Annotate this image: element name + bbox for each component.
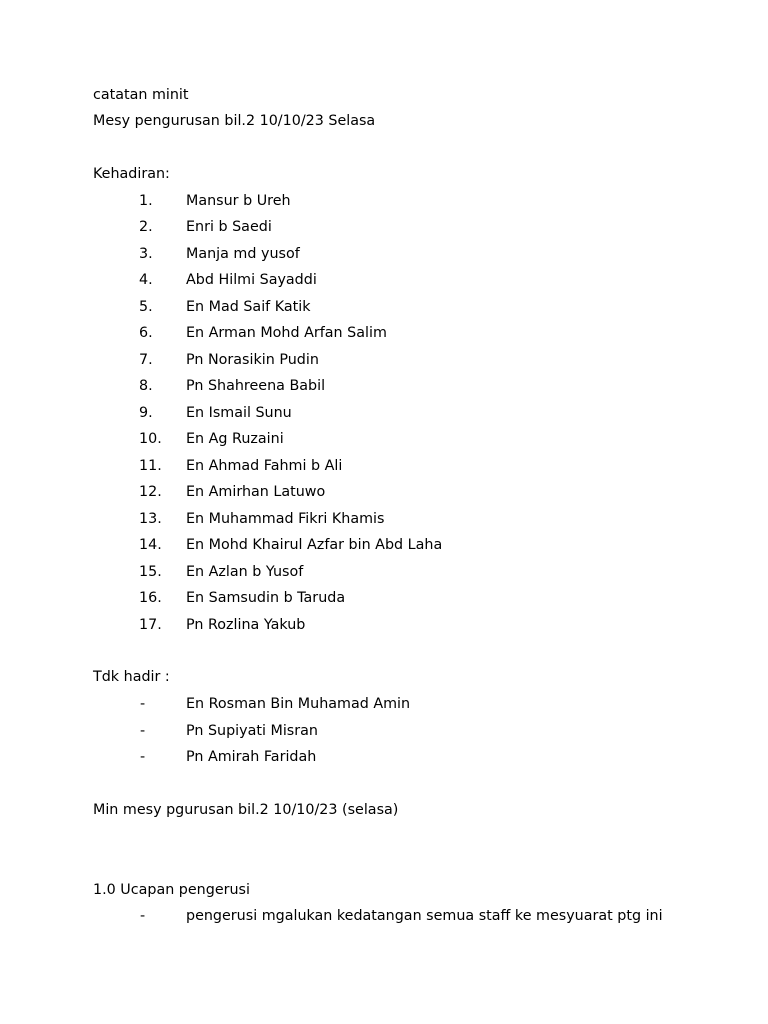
attendee-name: En Mad Saif Katik bbox=[186, 299, 311, 315]
bullet-dash: - bbox=[140, 908, 146, 924]
list-item bbox=[0, 323, 768, 343]
list-item bbox=[0, 906, 768, 926]
list-number: 5. bbox=[139, 299, 153, 315]
list-item bbox=[0, 297, 768, 317]
attendee-name: En Muhammad Fikri Khamis bbox=[186, 511, 385, 527]
attendee-name: Manja md yusof bbox=[186, 246, 300, 262]
list-number: 1. bbox=[139, 193, 153, 209]
list-item bbox=[0, 456, 768, 476]
list-item bbox=[0, 270, 768, 290]
list-number: 8. bbox=[139, 378, 153, 394]
attendee-name: En Azlan b Yusof bbox=[186, 564, 304, 580]
minutes-title: Min mesy pgurusan bil.2 10/10/23 (selasa) bbox=[93, 802, 399, 818]
attendee-name: Abd Hilmi Sayaddi bbox=[186, 272, 317, 288]
document-title: catatan minit bbox=[93, 87, 189, 103]
list-number: 12. bbox=[139, 484, 162, 500]
list-item bbox=[0, 429, 768, 449]
attendee-name: Pn Norasikin Pudin bbox=[186, 352, 319, 368]
list-item bbox=[0, 191, 768, 211]
list-number: 13. bbox=[139, 511, 162, 527]
bullet-dash: - bbox=[140, 723, 146, 739]
list-number: 10. bbox=[139, 431, 162, 447]
attendee-name: En Ismail Sunu bbox=[186, 405, 292, 421]
list-number: 11. bbox=[139, 458, 162, 474]
attendee-name: En Amirhan Latuwo bbox=[186, 484, 326, 500]
absentee-name: Pn Supiyati Misran bbox=[186, 723, 318, 739]
list-item bbox=[0, 509, 768, 529]
absentee-name: En Rosman Bin Muhamad Amin bbox=[186, 696, 411, 712]
list-number: 3. bbox=[139, 246, 153, 262]
list-number: 15. bbox=[139, 564, 162, 580]
bullet-dash: - bbox=[140, 696, 146, 712]
attendee-name: Pn Shahreena Babil bbox=[186, 378, 326, 394]
list-number: 14. bbox=[139, 537, 162, 553]
list-number: 17. bbox=[139, 617, 162, 633]
list-item bbox=[0, 217, 768, 237]
attendee-name: Mansur b Ureh bbox=[186, 193, 291, 209]
list-item bbox=[0, 376, 768, 396]
list-item bbox=[0, 588, 768, 608]
attendee-name: Pn Rozlina Yakub bbox=[186, 617, 306, 633]
list-item bbox=[0, 482, 768, 502]
attendee-name: En Samsudin b Taruda bbox=[186, 590, 346, 606]
meeting-info: Mesy pengurusan bil.2 10/10/23 Selasa bbox=[93, 113, 376, 129]
absent-heading: Tdk hadir : bbox=[93, 669, 170, 685]
attendee-name: En Mohd Khairul Azfar bin Abd Laha bbox=[186, 537, 443, 553]
list-item bbox=[0, 535, 768, 555]
attendee-name: En Ag Ruzaini bbox=[186, 431, 284, 447]
bullet-dash: - bbox=[140, 749, 146, 765]
attendee-name: Enri b Saedi bbox=[186, 219, 272, 235]
list-item bbox=[0, 615, 768, 635]
list-number: 2. bbox=[139, 219, 153, 235]
section-heading: 1.0 Ucapan pengerusi bbox=[93, 882, 250, 898]
list-item bbox=[0, 244, 768, 264]
list-item bbox=[0, 694, 768, 714]
list-number: 7. bbox=[139, 352, 153, 368]
list-number: 4. bbox=[139, 272, 153, 288]
absentee-name: Pn Amirah Faridah bbox=[186, 749, 317, 765]
attendee-name: En Ahmad Fahmi b Ali bbox=[186, 458, 343, 474]
section-point-text: pengerusi mgalukan kedatangan semua staff ke mesyuarat ptg ini bbox=[186, 908, 663, 924]
list-item bbox=[0, 747, 768, 767]
attendance-heading: Kehadiran: bbox=[93, 166, 170, 182]
attendee-name: En Arman Mohd Arfan Salim bbox=[186, 325, 387, 341]
list-number: 6. bbox=[139, 325, 153, 341]
list-number: 9. bbox=[139, 405, 153, 421]
list-item bbox=[0, 721, 768, 741]
list-item bbox=[0, 350, 768, 370]
list-number: 16. bbox=[139, 590, 162, 606]
list-item bbox=[0, 562, 768, 582]
list-item bbox=[0, 403, 768, 423]
